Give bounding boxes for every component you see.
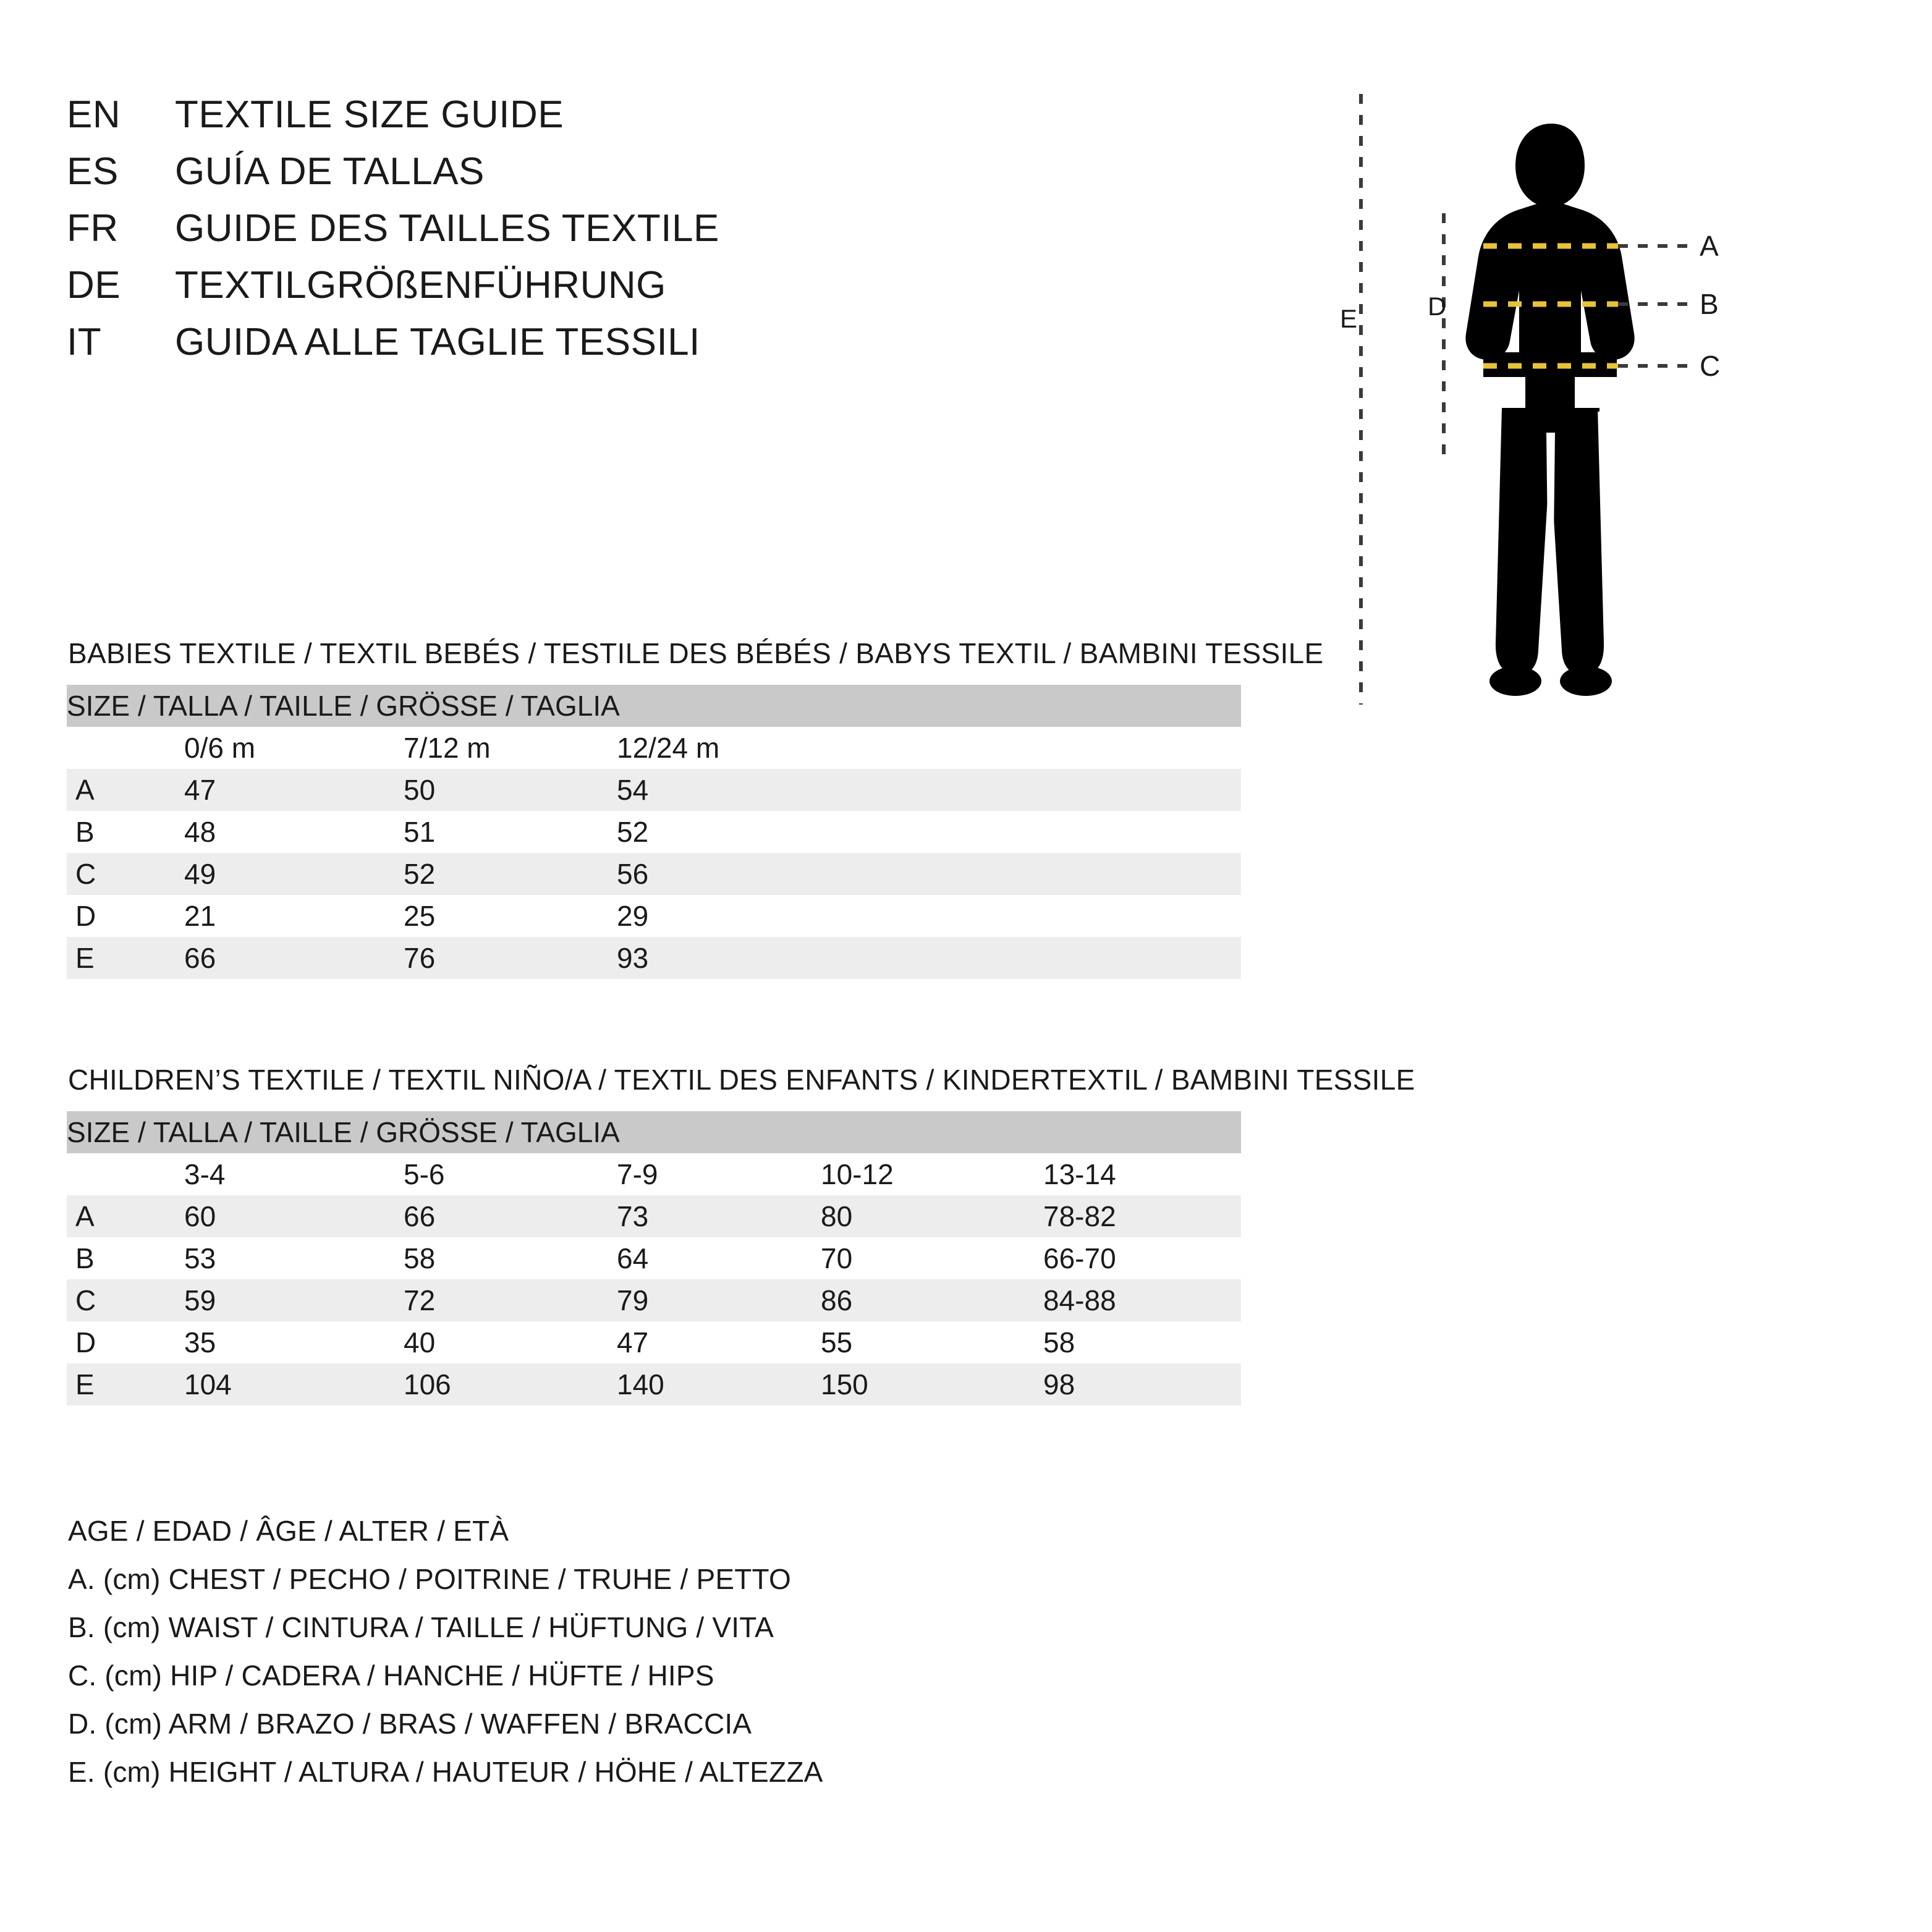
children-row-label-c: C — [67, 1279, 184, 1321]
babies-row-label-d: D — [67, 895, 184, 937]
child-silhouette-icon — [1465, 124, 1634, 696]
children-row-label-d: D — [67, 1321, 184, 1363]
babies-cell-a-1: 50 — [404, 769, 617, 811]
children-col-header-3: 10-12 — [821, 1153, 1043, 1195]
legend-item-c: C. (cm) HIP / CADERA / HANCHE / HÜFTE / HIPS — [68, 1659, 714, 1692]
babies-cell-b-2: 52 — [617, 811, 1241, 853]
babies-cell-d-0: 21 — [184, 895, 404, 937]
children-col-header-0: 3-4 — [184, 1153, 404, 1195]
babies-cell-d-1: 25 — [404, 895, 617, 937]
table-row — [67, 853, 1241, 895]
language-row-de — [67, 263, 719, 320]
language-row-fr — [67, 206, 719, 263]
marker-label-b: B — [1700, 288, 1719, 320]
children-row-label-a: A — [67, 1195, 184, 1237]
babies-size-table — [67, 685, 1241, 979]
children-cell-a-0: 60 — [184, 1195, 404, 1237]
table-row — [67, 895, 1241, 937]
children-header-corner — [67, 1153, 184, 1195]
measurement-figure — [1340, 87, 1842, 773]
measurement-legend — [68, 1514, 823, 1803]
table-row — [67, 1237, 1241, 1279]
language-text-en: TEXTILE SIZE GUIDE — [175, 93, 564, 136]
marker-label-a: A — [1700, 230, 1719, 262]
children-col-header-2: 7-9 — [617, 1153, 821, 1195]
babies-cell-e-0: 66 — [184, 937, 404, 979]
language-title-block — [67, 93, 719, 377]
babies-col-header-2: 12/24 m — [617, 727, 1241, 769]
children-cell-a-3: 80 — [821, 1195, 1043, 1237]
babies-cell-d-2: 29 — [617, 895, 1241, 937]
babies-row-label-b: B — [67, 811, 184, 853]
language-text-es: GUÍA DE TALLAS — [175, 150, 485, 193]
children-table-header-row — [67, 1153, 1241, 1195]
table-row — [67, 1195, 1241, 1237]
babies-cell-b-0: 48 — [184, 811, 404, 853]
children-cell-c-0: 59 — [184, 1279, 404, 1321]
babies-cell-c-1: 52 — [404, 853, 617, 895]
table-row — [67, 769, 1241, 811]
babies-col-header-1: 7/12 m — [404, 727, 617, 769]
children-size-table — [67, 1111, 1241, 1405]
children-cell-b-3: 70 — [821, 1237, 1043, 1279]
children-cell-b-2: 64 — [617, 1237, 821, 1279]
right-foot — [1560, 666, 1612, 696]
children-cell-e-3: 150 — [821, 1363, 1043, 1405]
table-row — [67, 811, 1241, 853]
children-row-label-b: B — [67, 1237, 184, 1279]
children-cell-b-4: 66-70 — [1043, 1237, 1241, 1279]
language-code-de: DE — [67, 264, 121, 307]
children-cell-d-2: 47 — [617, 1321, 821, 1363]
leg-gap — [1546, 433, 1555, 643]
children-cell-a-4: 78-82 — [1043, 1195, 1241, 1237]
language-row-en — [67, 93, 719, 150]
children-cell-e-4: 98 — [1043, 1363, 1241, 1405]
children-cell-b-1: 58 — [404, 1237, 617, 1279]
legend-title: AGE / EDAD / ÂGE / ALTER / ETÀ — [68, 1515, 509, 1547]
children-cell-e-0: 104 — [184, 1363, 404, 1405]
children-cell-c-3: 86 — [821, 1279, 1043, 1321]
marker-label-c: C — [1700, 350, 1721, 382]
children-cell-d-3: 55 — [821, 1321, 1043, 1363]
table-row — [67, 1363, 1241, 1405]
language-row-es — [67, 150, 719, 206]
legend-item-b: B. (cm) WAIST / CINTURA / TAILLE / HÜFTUNG / VITA — [68, 1611, 774, 1643]
language-code-en: EN — [67, 93, 121, 136]
language-code-it: IT — [67, 321, 102, 363]
legend-item-a: A. (cm) CHEST / PECHO / POITRINE / TRUHE / PETTO — [68, 1563, 791, 1595]
babies-table-band-row — [67, 685, 1241, 727]
babies-cell-b-1: 51 — [404, 811, 617, 853]
legend-item-e: E. (cm) HEIGHT / ALTURA / HAUTEUR / HÖHE / ALTEZZA — [68, 1756, 823, 1788]
language-text-de: TEXTILGRÖßENFÜHRUNG — [175, 264, 666, 307]
language-code-fr: FR — [67, 207, 119, 250]
babies-row-label-c: C — [67, 853, 184, 895]
children-col-header-4: 13-14 — [1043, 1153, 1241, 1195]
children-cell-a-2: 73 — [617, 1195, 821, 1237]
babies-cell-c-2: 56 — [617, 853, 1241, 895]
babies-col-header-0: 0/6 m — [184, 727, 404, 769]
children-table-band-row — [67, 1111, 1241, 1153]
babies-cell-c-0: 49 — [184, 853, 404, 895]
children-cell-c-1: 72 — [404, 1279, 617, 1321]
children-cell-d-0: 35 — [184, 1321, 404, 1363]
marker-label-e: E — [1340, 304, 1358, 333]
children-cell-d-4: 58 — [1043, 1321, 1241, 1363]
table-row — [67, 937, 1241, 979]
table-row — [67, 1279, 1241, 1321]
language-code-es: ES — [67, 150, 119, 193]
babies-section-caption: BABIES TEXTILE / TEXTIL BEBÉS / TESTILE DES BÉBÉS / BABYS TEXTIL / BAMBINI TESSILE — [68, 637, 1324, 669]
language-row-it — [67, 320, 719, 377]
babies-cell-a-0: 47 — [184, 769, 404, 811]
children-row-label-e: E — [67, 1363, 184, 1405]
children-col-header-1: 5-6 — [404, 1153, 617, 1195]
children-cell-e-2: 140 — [617, 1363, 821, 1405]
babies-header-corner — [67, 727, 184, 769]
left-foot — [1489, 666, 1541, 696]
shorts-edge — [1502, 408, 1599, 412]
table-row — [67, 1321, 1241, 1363]
babies-row-label-e: E — [67, 937, 184, 979]
babies-cell-a-2: 54 — [617, 769, 1241, 811]
babies-table-header-row — [67, 727, 1241, 769]
language-text-it: GUIDA ALLE TAGLIE TESSILI — [175, 321, 700, 363]
children-table-band-label: SIZE / TALLA / TAILLE / GRÖSSE / TAGLIA — [67, 1111, 1241, 1153]
children-cell-a-1: 66 — [404, 1195, 617, 1237]
children-cell-d-1: 40 — [404, 1321, 617, 1363]
children-cell-e-1: 106 — [404, 1363, 617, 1405]
babies-row-label-a: A — [67, 769, 184, 811]
babies-table-band-label: SIZE / TALLA / TAILLE / GRÖSSE / TAGLIA — [67, 685, 1241, 727]
children-cell-b-0: 53 — [184, 1237, 404, 1279]
children-cell-c-4: 84-88 — [1043, 1279, 1241, 1321]
marker-label-d: D — [1428, 292, 1447, 321]
children-section-caption: CHILDREN’S TEXTILE / TEXTIL NIÑO/A / TEXTIL DES ENFANTS / KINDERTEXTIL / BAMBINI TESSILE — [68, 1064, 1415, 1096]
babies-cell-e-1: 76 — [404, 937, 617, 979]
children-cell-c-2: 79 — [617, 1279, 821, 1321]
babies-cell-e-2: 93 — [617, 937, 1241, 979]
language-text-fr: GUIDE DES TAILLES TEXTILE — [175, 207, 719, 250]
legend-item-d: D. (cm) ARM / BRAZO / BRAS / WAFFEN / BRACCIA — [68, 1708, 752, 1740]
